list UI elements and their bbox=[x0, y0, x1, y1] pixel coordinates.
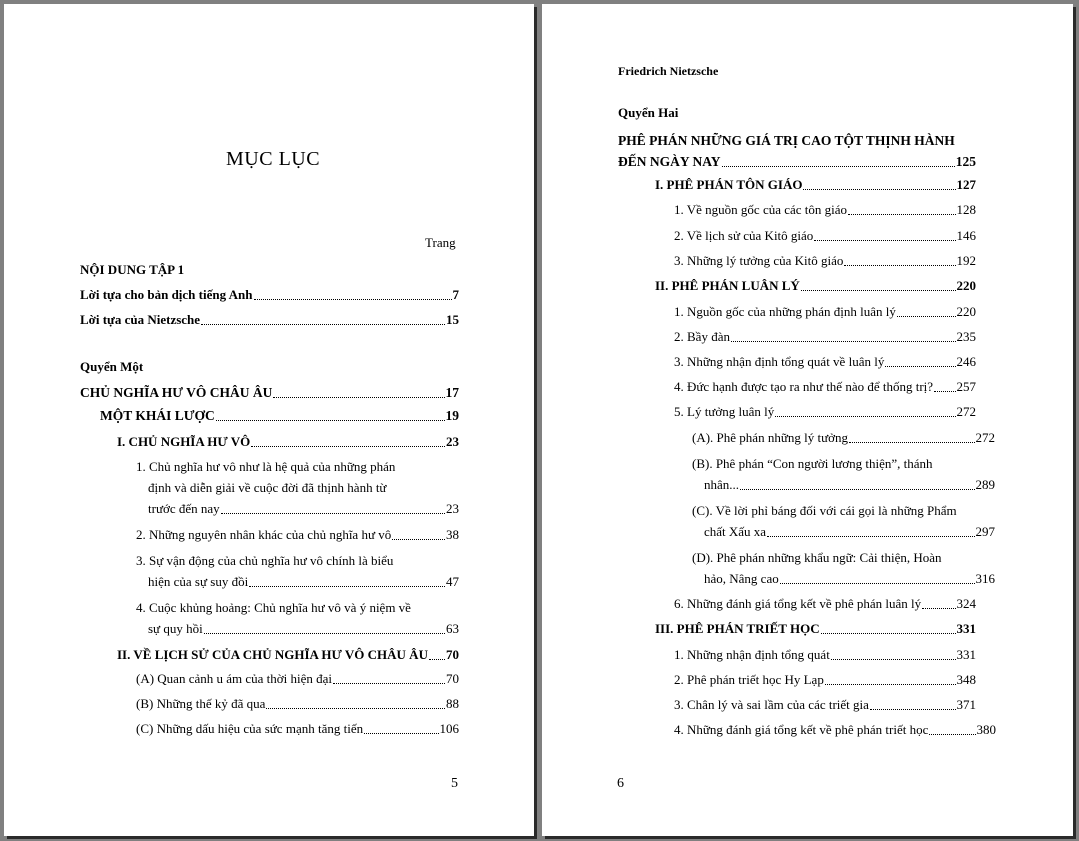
dot-leader bbox=[848, 213, 955, 215]
toc-entry-text: (C) Những dấu hiệu của sức mạnh tăng tiến bbox=[136, 721, 364, 736]
dot-leader bbox=[266, 707, 445, 709]
toc-entry-page: 125 bbox=[955, 154, 976, 169]
dot-leader bbox=[922, 607, 955, 609]
toc-entry-text: 4. Những đánh giá tổng kết về phê phán triết học bbox=[674, 722, 929, 737]
toc-entry bbox=[655, 619, 976, 639]
toc-entry-page: 47 bbox=[446, 574, 459, 589]
toc-entry bbox=[674, 670, 976, 690]
dot-leader bbox=[392, 538, 445, 540]
dot-leader bbox=[885, 365, 955, 367]
toc-entry-line: (B). Phê phán “Con người lương thiện”, thánh bbox=[692, 456, 933, 471]
toc-entry-page: 23 bbox=[446, 501, 459, 516]
toc-entry bbox=[136, 694, 459, 714]
toc-entry bbox=[136, 456, 459, 519]
dot-leader bbox=[844, 264, 955, 266]
toc-entry bbox=[692, 500, 995, 542]
toc-entry-text: chất Xấu xa bbox=[704, 524, 767, 539]
toc-entry-text: trước đến nay bbox=[148, 501, 220, 516]
toc-entry-text: hiện của sự suy đồi bbox=[148, 574, 249, 589]
toc-entry bbox=[674, 645, 976, 665]
toc-entry bbox=[136, 597, 459, 639]
dot-leader bbox=[251, 445, 445, 447]
toc-entry bbox=[674, 352, 976, 372]
toc-entry-page: 63 bbox=[446, 621, 459, 636]
book-label: Quyển Một bbox=[80, 359, 144, 374]
toc-entry bbox=[674, 402, 976, 422]
dot-leader bbox=[775, 415, 955, 417]
toc-entry-page: 70 bbox=[446, 647, 459, 662]
dot-leader bbox=[803, 188, 955, 190]
toc-entry-text: 3. Những lý tưởng của Kitô giáo bbox=[674, 253, 844, 268]
toc-entry bbox=[674, 302, 976, 322]
dot-leader bbox=[731, 340, 956, 342]
toc-entry bbox=[655, 175, 976, 195]
toc-entry-text: (A). Phê phán những lý tưởng bbox=[692, 430, 849, 445]
toc-entry-text: (A) Quan cảnh u ám của thời hiện đại bbox=[136, 671, 333, 686]
toc-entry-text: Lời tựa cho bản dịch tiếng Anh bbox=[80, 287, 253, 302]
running-header: Friedrich Nietzsche bbox=[618, 64, 719, 78]
left-page bbox=[4, 4, 534, 836]
toc-entry bbox=[136, 669, 459, 689]
toc-entry bbox=[692, 547, 995, 589]
dot-leader bbox=[740, 488, 974, 490]
toc-entry bbox=[136, 550, 459, 592]
toc-entry-text: 2. Về lịch sử của Kitô giáo bbox=[674, 228, 814, 243]
toc-entry bbox=[618, 130, 976, 172]
dot-leader bbox=[429, 658, 445, 660]
dot-leader bbox=[216, 419, 445, 421]
toc-entry bbox=[674, 695, 976, 715]
toc-entry-line: định và diễn giải về cuộc đời đã thịnh hành từ bbox=[148, 480, 387, 495]
toc-entry bbox=[674, 327, 976, 347]
dot-leader bbox=[825, 683, 956, 685]
toc-entry-text: 5. Lý tưởng luân lý bbox=[674, 404, 775, 419]
toc-entry-page: 257 bbox=[956, 379, 976, 394]
toc-entry-text: hảo, Nâng cao bbox=[704, 571, 779, 586]
toc-entry bbox=[692, 428, 995, 448]
dot-leader bbox=[364, 732, 438, 734]
toc-entry-page: 7 bbox=[452, 287, 459, 302]
toc-entry-text: 2. Phê phán triết học Hy Lạp bbox=[674, 672, 824, 687]
toc-entry-page: 38 bbox=[446, 527, 459, 542]
toc-entry bbox=[655, 276, 976, 296]
toc-entry-line: 1. Chủ nghĩa hư vô như là hệ quả của những phán bbox=[136, 459, 396, 474]
toc-entry-page: 220 bbox=[956, 278, 976, 293]
toc-entry-text: III. PHÊ PHÁN TRIẾT HỌC bbox=[655, 621, 820, 636]
toc-entry bbox=[117, 432, 459, 452]
toc-entry bbox=[80, 285, 459, 305]
toc-entry-text: 6. Những đánh giá tổng kết về phê phán luân lý bbox=[674, 596, 922, 611]
toc-entry-page: 106 bbox=[439, 721, 459, 736]
toc-entry bbox=[674, 226, 976, 246]
toc-entry bbox=[674, 200, 976, 220]
dot-leader bbox=[814, 239, 955, 241]
toc-entry-page: 331 bbox=[956, 647, 976, 662]
toc-entry bbox=[674, 251, 976, 271]
toc-entry bbox=[674, 594, 976, 614]
dot-leader bbox=[273, 396, 444, 398]
trang-label: Trang bbox=[425, 235, 456, 250]
toc-entry-text: sự quy hồi bbox=[148, 621, 203, 636]
toc-entry-page: 289 bbox=[975, 477, 995, 492]
page-title: MỤC LỤC bbox=[226, 148, 321, 170]
page-number: 5 bbox=[451, 776, 458, 791]
toc-entry-page: 380 bbox=[976, 722, 996, 737]
toc-entry-page: 146 bbox=[956, 228, 976, 243]
dot-leader bbox=[333, 682, 445, 684]
toc-entry-page: 220 bbox=[956, 304, 976, 319]
right-page bbox=[542, 4, 1073, 836]
toc-entry-text: 2. Những nguyên nhân khác của chủ nghĩa hư vô bbox=[136, 527, 392, 542]
dot-leader bbox=[767, 535, 974, 537]
dot-leader bbox=[201, 323, 445, 325]
toc-entry-text: 4. Đức hạnh được tạo ra như thế nào để thống trị? bbox=[674, 379, 934, 394]
toc-entry-page: 272 bbox=[956, 404, 976, 419]
dot-leader bbox=[221, 512, 445, 514]
toc-entry-text: 1. Nguồn gốc của những phán định luân lý bbox=[674, 304, 896, 319]
dot-leader bbox=[780, 582, 975, 584]
toc-entry-line: 3. Sự vận động của chủ nghĩa hư vô chính là biểu bbox=[136, 553, 394, 568]
toc-entry bbox=[117, 645, 459, 665]
dot-leader bbox=[929, 733, 975, 735]
toc-entry-page: 272 bbox=[975, 430, 995, 445]
dot-leader bbox=[934, 390, 955, 392]
dot-leader bbox=[849, 441, 974, 443]
section-heading: NỘI DUNG TẬP 1 bbox=[80, 262, 185, 277]
toc-entry-text: ĐẾN NGÀY NAY bbox=[618, 154, 721, 169]
toc-entry-page: 17 bbox=[445, 385, 459, 400]
toc-entry-page: 127 bbox=[956, 177, 976, 192]
toc-entry-text: I. PHÊ PHÁN TÔN GIÁO bbox=[655, 177, 803, 192]
dot-leader bbox=[801, 289, 956, 291]
toc-entry bbox=[80, 310, 459, 330]
toc-entry-page: 19 bbox=[445, 408, 459, 423]
toc-entry bbox=[692, 453, 995, 495]
toc-entry-text: II. VỀ LỊCH SỬ CỦA CHỦ NGHĨA HƯ VÔ CHÂU ÂU bbox=[117, 647, 428, 662]
toc-entry-text: I. CHỦ NGHĨA HƯ VÔ bbox=[117, 434, 251, 449]
toc-entry-page: 192 bbox=[956, 253, 976, 268]
toc-entry-page: 371 bbox=[956, 697, 976, 712]
dot-leader bbox=[897, 315, 956, 317]
toc-entry-line: (D). Phê phán những khẩu ngữ: Cải thiện, Hoàn bbox=[692, 550, 942, 565]
dot-leader bbox=[204, 632, 445, 634]
book-label: Quyển Hai bbox=[618, 105, 679, 120]
toc-entry-page: 316 bbox=[975, 571, 995, 586]
dot-leader bbox=[831, 658, 956, 660]
toc-entry-line: (C). Về lời phỉ báng đối với cái gọi là những Phẩm bbox=[692, 503, 957, 518]
toc-entry-page: 297 bbox=[975, 524, 995, 539]
toc-entry-text: MỘT KHÁI LƯỢC bbox=[100, 408, 215, 423]
toc-entry-line: 4. Cuộc khủng hoảng: Chủ nghĩa hư vô và ý niệm về bbox=[136, 600, 411, 615]
toc-entry-page: 128 bbox=[956, 202, 976, 217]
dot-leader bbox=[722, 165, 955, 167]
toc-entry-line: PHÊ PHÁN NHỮNG GIÁ TRỊ CAO TỘT THỊNH HÀNH bbox=[618, 133, 955, 148]
toc-entry-page: 246 bbox=[956, 354, 976, 369]
page-number: 6 bbox=[617, 776, 624, 791]
dot-leader bbox=[254, 298, 452, 300]
toc-entry-text: (B) Những thế kỷ đã qua bbox=[136, 696, 266, 711]
toc-entry-page: 15 bbox=[446, 312, 459, 327]
toc-entry-text: 1. Những nhận định tổng quát bbox=[674, 647, 830, 662]
toc-entry-page: 88 bbox=[446, 696, 459, 711]
toc-entry bbox=[674, 720, 996, 740]
dot-leader bbox=[870, 708, 956, 710]
toc-entry bbox=[136, 525, 459, 545]
toc-entry-text: 3. Những nhận định tổng quát về luân lý bbox=[674, 354, 885, 369]
dot-leader bbox=[249, 585, 445, 587]
toc-entry-text: Lời tựa của Nietzsche bbox=[80, 312, 201, 327]
toc-entry-text: 3. Chân lý và sai lầm của các triết gia bbox=[674, 697, 869, 712]
toc-entry-text: II. PHÊ PHÁN LUÂN LÝ bbox=[655, 278, 800, 293]
toc-entry bbox=[100, 406, 459, 426]
toc-entry-text: 2. Bầy đàn bbox=[674, 329, 730, 344]
toc-entry-page: 70 bbox=[446, 671, 459, 686]
toc-entry-page: 348 bbox=[956, 672, 976, 687]
toc-entry-page: 235 bbox=[956, 329, 976, 344]
toc-entry bbox=[136, 719, 459, 739]
toc-entry-page: 331 bbox=[956, 621, 976, 636]
dot-leader bbox=[821, 632, 956, 634]
toc-entry bbox=[674, 377, 976, 397]
toc-entry-page: 23 bbox=[446, 434, 459, 449]
toc-entry-page: 324 bbox=[956, 596, 976, 611]
toc-entry-text: nhân... bbox=[704, 477, 740, 492]
toc-entry bbox=[80, 383, 459, 403]
toc-entry-text: CHỦ NGHĨA HƯ VÔ CHÂU ÂU bbox=[80, 385, 273, 400]
toc-entry-text: 1. Về nguồn gốc của các tôn giáo bbox=[674, 202, 848, 217]
